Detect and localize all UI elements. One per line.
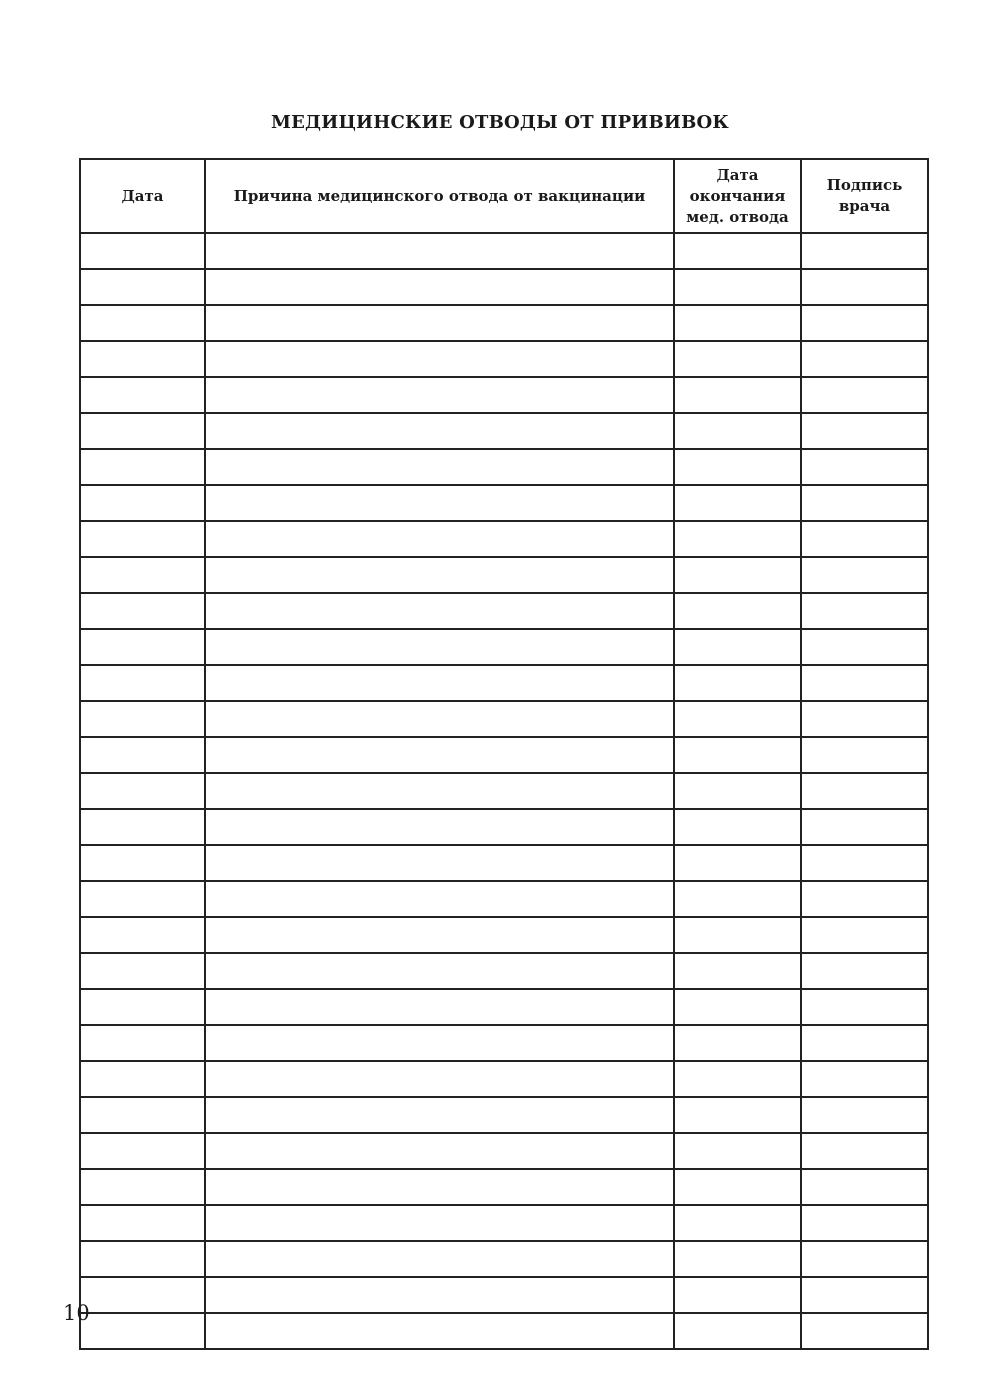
cell-reason[interactable] [205, 485, 674, 521]
table-row [80, 1169, 928, 1205]
cell-doctor-signature[interactable] [801, 485, 928, 521]
cell-reason[interactable] [205, 1205, 674, 1241]
cell-reason[interactable] [205, 665, 674, 701]
table-row [80, 989, 928, 1025]
cell-end-date[interactable] [674, 917, 801, 953]
cell-doctor-signature[interactable] [801, 773, 928, 809]
cell-reason[interactable] [205, 449, 674, 485]
cell-date[interactable] [80, 773, 205, 809]
cell-end-date[interactable] [674, 1133, 801, 1169]
cell-reason[interactable] [205, 917, 674, 953]
cell-end-date[interactable] [674, 737, 801, 773]
table-row [80, 341, 928, 377]
cell-date[interactable] [80, 665, 205, 701]
cell-doctor-signature[interactable] [801, 269, 928, 305]
cell-end-date[interactable] [674, 701, 801, 737]
table-header-row [80, 159, 928, 233]
cell-end-date[interactable] [674, 521, 801, 557]
column-header-end-date: Дата окончания мед. отвода [674, 159, 801, 233]
cell-end-date[interactable] [674, 809, 801, 845]
cell-doctor-signature[interactable] [801, 629, 928, 665]
cell-reason[interactable] [205, 701, 674, 737]
cell-reason[interactable] [205, 881, 674, 917]
cell-reason[interactable] [205, 233, 674, 269]
cell-end-date[interactable] [674, 593, 801, 629]
cell-doctor-signature[interactable] [801, 305, 928, 341]
table-row [80, 1313, 928, 1349]
table-row [80, 485, 928, 521]
cell-date[interactable] [80, 701, 205, 737]
cell-date[interactable] [80, 1061, 205, 1097]
table-row [80, 377, 928, 413]
cell-reason[interactable] [205, 629, 674, 665]
cell-date[interactable] [80, 1205, 205, 1241]
table-row [80, 737, 928, 773]
table-row [80, 665, 928, 701]
table-row [80, 881, 928, 917]
cell-doctor-signature[interactable] [801, 989, 928, 1025]
table-row [80, 305, 928, 341]
table-row [80, 449, 928, 485]
cell-date[interactable] [80, 521, 205, 557]
cell-doctor-signature[interactable] [801, 557, 928, 593]
cell-end-date[interactable] [674, 341, 801, 377]
cell-date[interactable] [80, 305, 205, 341]
cell-reason[interactable] [205, 341, 674, 377]
table-row [80, 593, 928, 629]
cell-end-date[interactable] [674, 1097, 801, 1133]
table-row [80, 1097, 928, 1133]
cell-end-date[interactable] [674, 233, 801, 269]
column-header-reason: Причина медицинского отвода от вакцинации [205, 159, 674, 233]
cell-reason[interactable] [205, 377, 674, 413]
table-row [80, 1205, 928, 1241]
cell-date[interactable] [80, 1241, 205, 1277]
cell-date[interactable] [80, 845, 205, 881]
cell-doctor-signature[interactable] [801, 233, 928, 269]
cell-doctor-signature[interactable] [801, 917, 928, 953]
table-row [80, 1025, 928, 1061]
cell-doctor-signature[interactable] [801, 1277, 928, 1313]
cell-end-date[interactable] [674, 1277, 801, 1313]
cell-end-date[interactable] [674, 629, 801, 665]
page-number: 10 [63, 1301, 90, 1325]
cell-end-date[interactable] [674, 953, 801, 989]
table-row [80, 629, 928, 665]
cell-date[interactable] [80, 953, 205, 989]
cell-doctor-signature[interactable] [801, 593, 928, 629]
cell-date[interactable] [80, 341, 205, 377]
cell-reason[interactable] [205, 1277, 674, 1313]
cell-reason[interactable] [205, 1133, 674, 1169]
cell-end-date[interactable] [674, 989, 801, 1025]
cell-end-date[interactable] [674, 557, 801, 593]
cell-end-date[interactable] [674, 305, 801, 341]
cell-end-date[interactable] [674, 377, 801, 413]
table-row [80, 1241, 928, 1277]
medical-exemptions-table [79, 158, 929, 1350]
table-row [80, 1277, 928, 1313]
cell-reason[interactable] [205, 737, 674, 773]
cell-doctor-signature[interactable] [801, 1025, 928, 1061]
cell-doctor-signature[interactable] [801, 737, 928, 773]
cell-reason[interactable] [205, 1097, 674, 1133]
cell-doctor-signature[interactable] [801, 377, 928, 413]
table-row [80, 701, 928, 737]
cell-reason[interactable] [205, 1025, 674, 1061]
column-header-doctor-signature: Подпись врача [801, 159, 928, 233]
table-row [80, 1061, 928, 1097]
cell-doctor-signature[interactable] [801, 1205, 928, 1241]
cell-doctor-signature[interactable] [801, 845, 928, 881]
table-row [80, 557, 928, 593]
cell-end-date[interactable] [674, 1025, 801, 1061]
cell-date[interactable] [80, 917, 205, 953]
table-row [80, 917, 928, 953]
cell-doctor-signature[interactable] [801, 881, 928, 917]
table-row [80, 953, 928, 989]
cell-reason[interactable] [205, 1061, 674, 1097]
cell-doctor-signature[interactable] [801, 1061, 928, 1097]
cell-doctor-signature[interactable] [801, 953, 928, 989]
cell-doctor-signature[interactable] [801, 521, 928, 557]
cell-reason[interactable] [205, 845, 674, 881]
table-row [80, 233, 928, 269]
cell-doctor-signature[interactable] [801, 809, 928, 845]
cell-end-date[interactable] [674, 1205, 801, 1241]
cell-date[interactable] [80, 269, 205, 305]
table-row [80, 413, 928, 449]
cell-reason[interactable] [205, 305, 674, 341]
cell-reason[interactable] [205, 809, 674, 845]
cell-date[interactable] [80, 449, 205, 485]
cell-doctor-signature[interactable] [801, 1313, 928, 1349]
cell-date[interactable] [80, 485, 205, 521]
cell-doctor-signature[interactable] [801, 1097, 928, 1133]
page-title: МЕДИЦИНСКИЕ ОТВОДЫ ОТ ПРИВИВОК [271, 112, 729, 133]
cell-doctor-signature[interactable] [801, 701, 928, 737]
cell-reason[interactable] [205, 773, 674, 809]
cell-end-date[interactable] [674, 845, 801, 881]
cell-reason[interactable] [205, 989, 674, 1025]
cell-reason[interactable] [205, 1313, 674, 1349]
cell-end-date[interactable] [674, 269, 801, 305]
cell-end-date[interactable] [674, 1061, 801, 1097]
cell-reason[interactable] [205, 413, 674, 449]
cell-reason[interactable] [205, 269, 674, 305]
cell-end-date[interactable] [674, 449, 801, 485]
cell-end-date[interactable] [674, 1313, 801, 1349]
cell-doctor-signature[interactable] [801, 413, 928, 449]
cell-reason[interactable] [205, 593, 674, 629]
cell-end-date[interactable] [674, 1241, 801, 1277]
cell-date[interactable] [80, 629, 205, 665]
cell-date[interactable] [80, 1025, 205, 1061]
table-row [80, 845, 928, 881]
cell-date[interactable] [80, 593, 205, 629]
cell-date[interactable] [80, 1313, 205, 1349]
cell-date[interactable] [80, 557, 205, 593]
cell-end-date[interactable] [674, 485, 801, 521]
table-row [80, 1133, 928, 1169]
cell-reason[interactable] [205, 557, 674, 593]
table-row [80, 269, 928, 305]
cell-doctor-signature[interactable] [801, 341, 928, 377]
cell-reason[interactable] [205, 1241, 674, 1277]
cell-date[interactable] [80, 737, 205, 773]
table-row [80, 521, 928, 557]
cell-end-date[interactable] [674, 773, 801, 809]
cell-end-date[interactable] [674, 413, 801, 449]
table-row [80, 773, 928, 809]
cell-doctor-signature[interactable] [801, 449, 928, 485]
cell-end-date[interactable] [674, 1169, 801, 1205]
cell-end-date[interactable] [674, 881, 801, 917]
cell-date[interactable] [80, 1277, 205, 1313]
cell-doctor-signature[interactable] [801, 1169, 928, 1205]
cell-date[interactable] [80, 809, 205, 845]
cell-date[interactable] [80, 1169, 205, 1205]
cell-date[interactable] [80, 377, 205, 413]
cell-date[interactable] [80, 881, 205, 917]
cell-reason[interactable] [205, 521, 674, 557]
cell-date[interactable] [80, 1097, 205, 1133]
cell-date[interactable] [80, 1133, 205, 1169]
cell-end-date[interactable] [674, 665, 801, 701]
cell-date[interactable] [80, 413, 205, 449]
cell-reason[interactable] [205, 953, 674, 989]
table-body [80, 233, 928, 1349]
cell-date[interactable] [80, 989, 205, 1025]
column-header-date: Дата [80, 159, 205, 233]
cell-reason[interactable] [205, 1169, 674, 1205]
cell-doctor-signature[interactable] [801, 1241, 928, 1277]
cell-doctor-signature[interactable] [801, 665, 928, 701]
cell-doctor-signature[interactable] [801, 1133, 928, 1169]
table-row [80, 809, 928, 845]
cell-date[interactable] [80, 233, 205, 269]
